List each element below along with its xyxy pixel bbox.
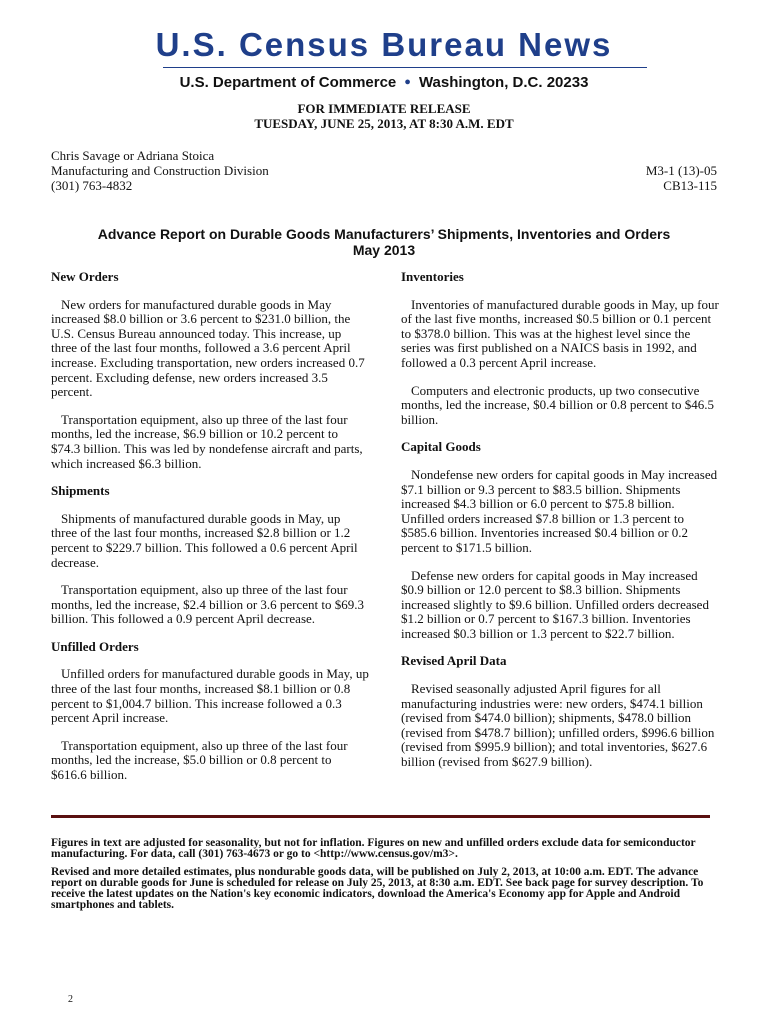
paragraph: Transportation equipment, also up three of the last four months, led the increase, $6.9 billion or 10.2 percent to $74.3 billion. This was led by nondefense aircraft and parts, which increased $6.3 billion. [51, 411, 363, 471]
footnote-release-schedule: Revised and more detailed estimates, plus nondurable goods data, will be published on July 2, 2013, at 10:00 a.m. EDT. The advance report on durable goods for June is scheduled for release on July 25, 2013, at 8:30 a.m. EDT. See back page for survey description. To receive the latest updates on the Nation's key economic indicators, download the America's Economy app for Apple and Android smartphones and tablets. [51, 866, 704, 911]
contact-names: Chris Savage or Adriana Stoica [51, 148, 215, 163]
paragraph: Transportation equipment, also up three of the last four months, led the increase, $5.0 billion or 0.8 percent to $616.6 billion. [51, 737, 348, 783]
footer-divider [51, 815, 710, 818]
section-heading-new-orders: New Orders [51, 269, 119, 284]
release-codes [646, 163, 717, 193]
section-heading-unfilled-orders: Unfilled Orders [51, 638, 139, 654]
paragraph: New orders for manufactured durable goods in May increased $8.0 billion or 3.6 percent to $231.0 billion, the U.S. Census Bureau announced today. This increase, up three of the last four months, followed a 3.6 percent April increase. Excluding transportation, new orders increased 0.7 percent. Excluding defense, new orders increased 3.5 percent. [51, 296, 365, 400]
contact-division: Manufacturing and Construction Division [51, 163, 269, 178]
department-name: U.S. Department of Commerce [179, 74, 397, 91]
masthead-title: U.S. Census Bureau News [155, 26, 613, 63]
section-heading-shipments: Shipments [51, 483, 110, 499]
page-number: 2 [68, 994, 73, 1005]
paragraph: Shipments of manufactured durable goods in May, up three of the last four months, increased $2.8 billion or 1.2 percent to $229.7 billion. This followed a 0.6 percent April decrease. [51, 510, 358, 570]
report-title [0, 226, 768, 258]
release-line: FOR IMMEDIATE RELEASE [297, 101, 471, 116]
paragraph: Inventories of manufactured durable goods in May, up four of the last five months, increased $0.5 billion or 0.1 percent to $378.0 billion. This was at the highest level since the series was first published on a NAICS basis in 1992, and followed a 0.3 percent April increase. [401, 296, 719, 370]
paragraph: Nondefense new orders for capital goods in May increased $7.1 billion or 9.3 percent to $83.5 billion. Shipments increased $4.3 billion or 6.0 percent to $75.8 billion. Unfilled orders increased $7.8 billion or 1.3 percent to $585.6 billion. Inventories increased $0.4 billion or 0.2 percent to $171.5 billion. [401, 466, 718, 555]
left-column [51, 270, 369, 796]
release-number: CB13-115 [663, 178, 717, 193]
paragraph: Computers and electronic products, up two consecutive months, led the increase, $0.4 billion or 0.8 percent to $46.5 billion. [401, 382, 715, 427]
bullet-icon: ● [404, 76, 411, 88]
footnote-data-notes: Figures in text are adjusted for seasonality, but not for inflation. Figures on new and unfilled orders exclude data for semiconductor manufacturing. For data, call (301) 763-4673 or go to <http://www.census.gov/m3>. [51, 837, 696, 860]
release-notice [0, 101, 768, 131]
contact-info [51, 148, 269, 193]
section-heading-capital-goods: Capital Goods [401, 439, 481, 455]
section-heading-revised-april: Revised April Data [401, 653, 507, 669]
location: Washington, D.C. 20233 [418, 74, 589, 91]
masthead-divider [163, 67, 647, 68]
paragraph: Revised seasonally adjusted April figures for all manufacturing industries were: new orders, $474.1 billion (revised from $474.0 billion); shipments, $478.0 billion (revised from $478.7 billion); unfilled orders, $996.6 billion (revised from $995.9 billion); and total inventories, $627.6 billion (revised from $627.9 billion). [401, 681, 715, 770]
report-code: M3-1 (13)-05 [645, 163, 717, 178]
contact-phone: (301) 763-4832 [51, 178, 133, 193]
paragraph: Transportation equipment, also up three of the last four months, led the increase, $2.4 billion or 3.6 percent to $69.3 billion. This followed a 0.9 percent April decrease. [51, 582, 365, 627]
report-period: May 2013 [352, 242, 416, 258]
paragraph: Unfilled orders for manufactured durable goods in May, up three of the last four months, increased $8.1 billion or 0.8 percent to $1,004.7 billion. This increase followed a 0.3 percent April increase. [51, 666, 369, 726]
right-column [401, 270, 719, 783]
paragraph: Defense new orders for capital goods in May increased $0.9 billion or 12.0 percent to $8.3 billion. Shipments increased slightly to $9.6 billion. Unfilled orders decreased $1.2 billion or 0.7 percent to $167.3 billion. Inventories increased $0.3 billion or 1.3 percent to $22.7 billion. [401, 567, 709, 641]
section-heading-inventories: Inventories [401, 269, 464, 284]
masthead-subtitle [0, 74, 768, 91]
report-title-text: Advance Report on Durable Goods Manufacturers’ Shipments, Inventories and Orders [97, 226, 671, 242]
release-date: TUESDAY, JUNE 25, 2013, AT 8:30 A.M. EDT [254, 116, 514, 131]
